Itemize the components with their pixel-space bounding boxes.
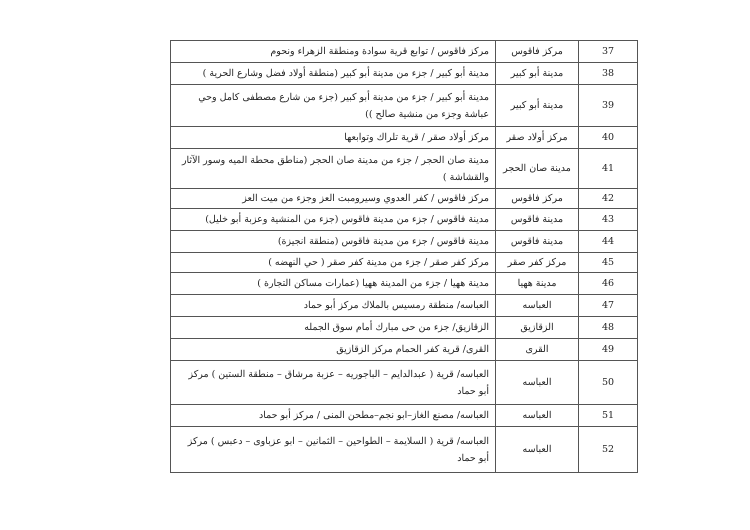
row-area-cell: العباسه (496, 427, 579, 473)
table-row (171, 253, 638, 273)
row-number-cell: 52 (579, 427, 638, 473)
table-row (171, 149, 638, 189)
table-row (171, 231, 638, 253)
row-area-cell: القرى (496, 339, 579, 361)
row-number-cell: 46 (579, 273, 638, 295)
row-description-cell: مدينة ههيا / جزء من المدينة ههيا (عمارات مساكن التجارة ) (171, 273, 496, 295)
table-row (171, 85, 638, 127)
row-description-cell: مركز فاقوس / كفر العدوي وسيرومبت العز وجزء من ميت العز (171, 189, 496, 209)
row-number-cell: 38 (579, 63, 638, 85)
row-area-cell: مركز فاقوس (496, 189, 579, 209)
table-row (171, 273, 638, 295)
table-row (171, 209, 638, 231)
row-description-cell: مركز أولاد صقر / قرية تلراك وتوابعها (171, 127, 496, 149)
row-description-cell: مدينة أبو كبير / جزء من مدينة أبو كبير (منطقة أولاد فضل وشارع الحرية ) (171, 63, 496, 85)
row-area-cell: مركز كفر صقر (496, 253, 579, 273)
row-area-cell: مركز أولاد صقر (496, 127, 579, 149)
row-description-cell: مدينة أبو كبير / جزء من مدينة أبو كبير (جزء من شارع مصطفى كامل وحي عباشة وجزء من منشية صالح )) (171, 85, 496, 127)
row-description-cell: العباسه/ قرية ( عبدالدايم – الباجوريه – عزبة مرشاق – منطقة الستين ) مركز أبو حماد (171, 361, 496, 405)
row-description-cell: الزقازيق/ جزء من حى مبارك أمام سوق الجمله (171, 317, 496, 339)
row-number-cell: 42 (579, 189, 638, 209)
row-description-cell: مدينة فاقوس / جزء من مدينة فاقوس (منطقة انجيزة) (171, 231, 496, 253)
row-area-cell: مدينة فاقوس (496, 231, 579, 253)
row-description-cell: القرى/ قرية كفر الحمام مركز الزقازيق (171, 339, 496, 361)
table-row (171, 405, 638, 427)
row-description-cell: العباسه/ مصنع الغاز–ابو نجم–مطحن المنى / مركز أبو حماد (171, 405, 496, 427)
row-area-cell: العباسه (496, 405, 579, 427)
row-number-cell: 51 (579, 405, 638, 427)
row-number-cell: 39 (579, 85, 638, 127)
row-description-cell: مدينة صان الحجر / جزء من مدينة صان الحجر (مناطق محطة الميه وسور الآثار والقشاشة ) (171, 149, 496, 189)
row-number-cell: 41 (579, 149, 638, 189)
row-area-cell: مدينة ههيا (496, 273, 579, 295)
row-number-cell: 37 (579, 41, 638, 63)
row-number-cell: 50 (579, 361, 638, 405)
row-number-cell: 48 (579, 317, 638, 339)
row-number-cell: 47 (579, 295, 638, 317)
row-description-cell: العباسه/ قرية ( السلايمة – الطواحين – الثمانين – ابو عزباوى – دعبس ) مركز أبو حماد (171, 427, 496, 473)
row-area-cell: الزقازيق (496, 317, 579, 339)
table-row (171, 41, 638, 63)
row-area-cell: مدينة فاقوس (496, 209, 579, 231)
row-number-cell: 43 (579, 209, 638, 231)
row-description-cell: مدينة فاقوس / جزء من مدينة فاقوس (جزء من المنشية وعزبة أبو خليل) (171, 209, 496, 231)
row-number-cell: 49 (579, 339, 638, 361)
table-row (171, 295, 638, 317)
table-row (171, 361, 638, 405)
row-area-cell: العباسه (496, 295, 579, 317)
row-area-cell: مدينة أبو كبير (496, 63, 579, 85)
row-area-cell: العباسه (496, 361, 579, 405)
row-number-cell: 45 (579, 253, 638, 273)
table-row (171, 63, 638, 85)
row-number-cell: 44 (579, 231, 638, 253)
row-number-cell: 40 (579, 127, 638, 149)
table-row (171, 127, 638, 149)
row-area-cell: مدينة صان الحجر (496, 149, 579, 189)
table-row (171, 189, 638, 209)
table-row (171, 427, 638, 473)
locations-table (170, 40, 638, 473)
row-area-cell: مدينة أبو كبير (496, 85, 579, 127)
row-description-cell: مركز كفر صقر / جزء من مدينة كفر صقر ( حي النهضه ) (171, 253, 496, 273)
table-row (171, 339, 638, 361)
row-description-cell: مركز فاقوس / توابع قرية سوادة ومنطقة الزهراء ونحوم (171, 41, 496, 63)
table-row (171, 317, 638, 339)
row-description-cell: العباسه/ منطقة رمسيس بالملاك مركز أبو حماد (171, 295, 496, 317)
row-area-cell: مركز فاقوس (496, 41, 579, 63)
